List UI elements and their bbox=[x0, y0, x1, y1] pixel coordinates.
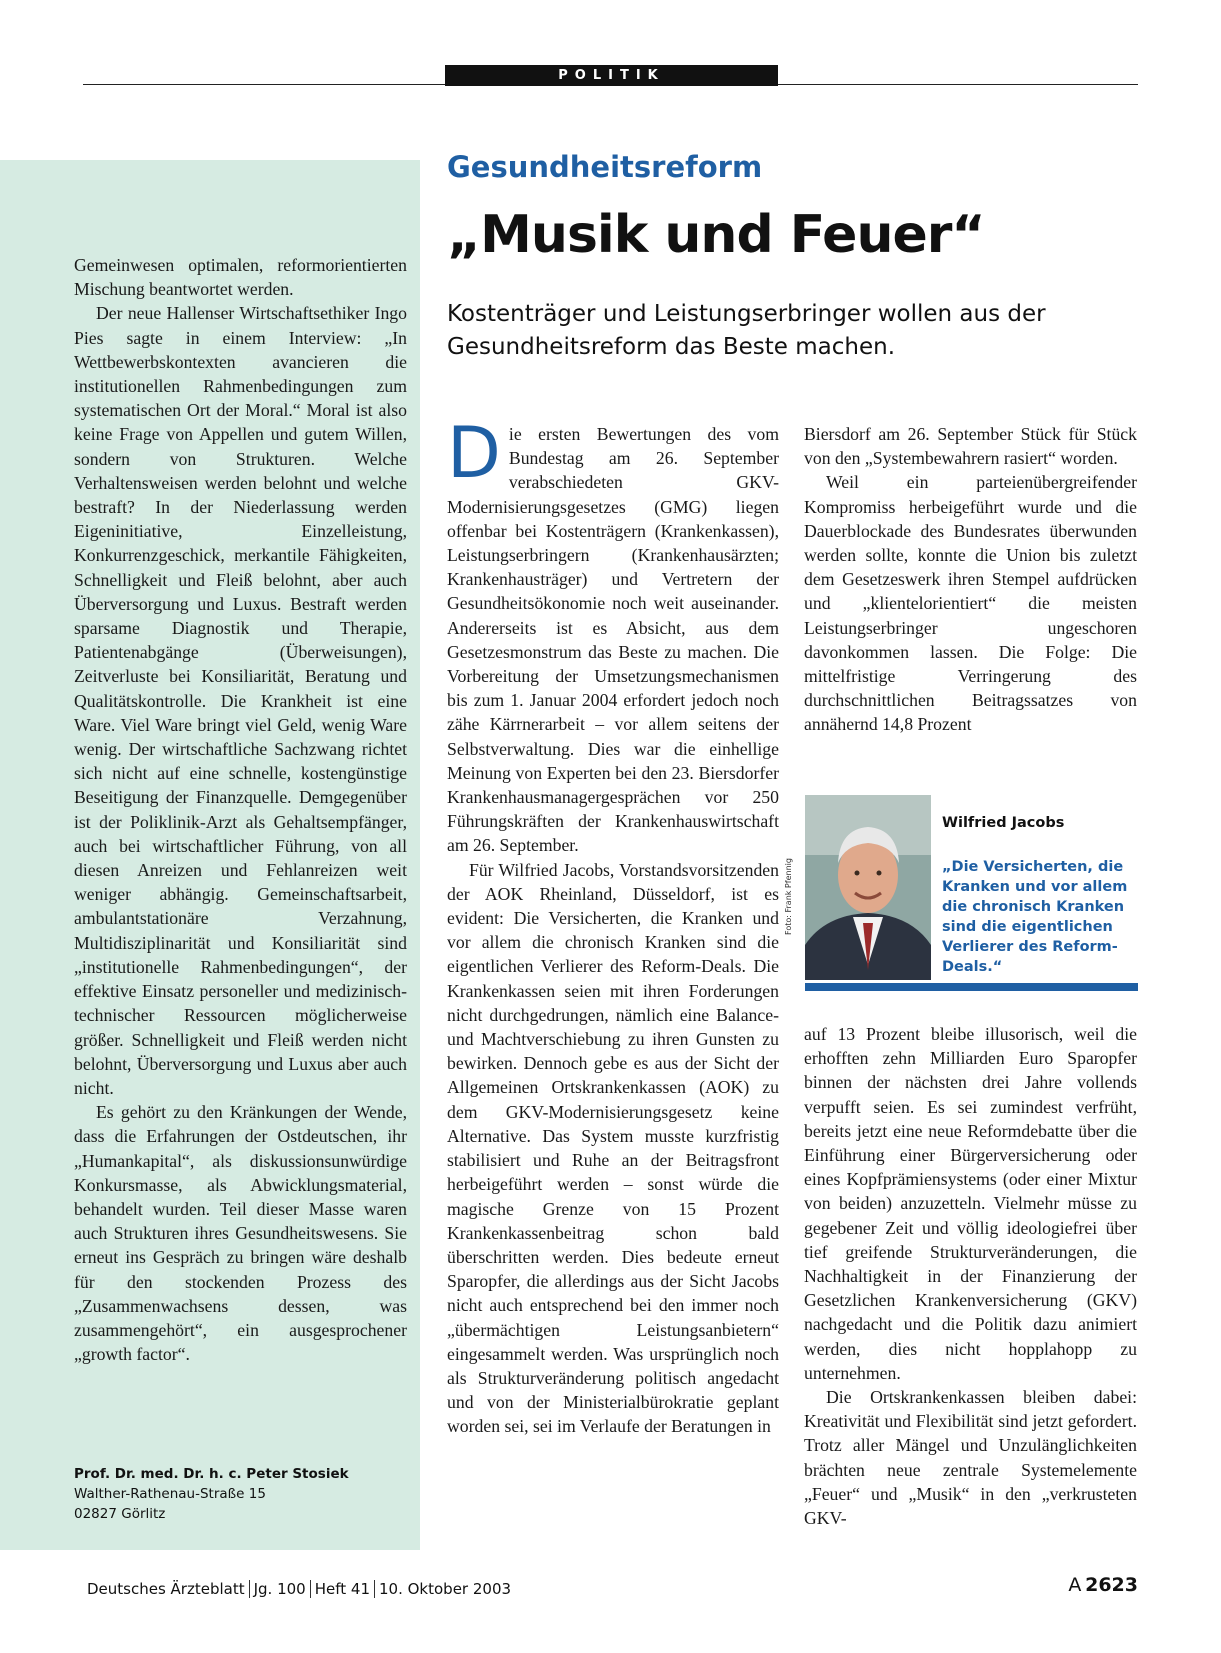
article-column-2-top bbox=[804, 422, 1137, 737]
article-paragraph: Für Wilfried Jacobs, Vorstandsvorsitzenden der AOK Rheinland, Düsseldorf, ist es evident: Die Versicherten, die Kranken und vor allem die chronisch Kranken sind die eigentlichen Verlierer des Reform-Deals. Die Krankenkassen seien mit ihren Forderungen nicht durchgedrungen, nämlich eine Balance- und Machtverschiebung zu ihren Gunsten zu bewirken. Dennoch gebe es aus der Sicht der Allgemeinen Ortskrankenkassen (AOK) zu dem GKV-Modernisierungsgesetz keine Alternative. Das System musste kurzfristig stabilisiert und Ruhe an der Beitragsfront herbeigeführt werden – sonst würde die magische Grenze von 15 Prozent Krankenkassenbeitrag schon bald überschritten werden. Dies bedeute erneut Sparopfer, die allerdings aus der Sicht Jacobs nicht auch entsprechend bei den immer noch „übermächtigen Leistungsanbietern“ eingesammelt werden. Was ursprünglich noch als Strukturveränderung politisch angedacht und von der Ministerialbürokratie geplant worden sei, sei im Verlaufe der Beratungen in bbox=[447, 859, 779, 1437]
letter-paragraph: Es gehört zu den Kränkungen der Wende, dass die Erfahrungen der Ostdeutschen, ihr „Humankapital“, als diskussionsunwürdige Konkursmasse, als Abwicklungsmaterial, behandelt wurden. Teil dieser Masse waren auch Strukturen ihres Gesundheitswesens. Sie erneut ins Gespräch zu bringen wäre deshalb für den stockenden Prozess des „Zusammenwachsens dessen, was zusammengehört“, ein ausgesprochener „growth factor“. bbox=[74, 1102, 407, 1365]
letter-paragraph: Der neue Hallenser Wirtschaftsethiker Ingo Pies sagte in einem Interview: „In Wettbewerbskontexten avancieren die institutionellen Rahmenbedingungen zum systematischen Ort der Moral.“ Moral ist also keine Frage von Appellen und gutem Willen, sondern von Strukturen. Welche Verhaltensweisen werden belohnt und welche bestraft? In der Niederlassung werden Eigeninitiative, Einzelleistung, Konkurrenzgeschick, merkantile Fähigkeiten, Schnelligkeit und Fleiß belohnt, aber auch Überversorgung und Luxus. Bestraft werden sparsame Diagnostik und Therapie, Patientenabgänge (Überweisungen), Zeitverluste bei Konsiliarität, Beratung und Qualitätskontrolle. Die Krankheit ist eine Ware. Viel Ware bringt viel Geld, wenig Ware wenig. Der wirtschaftliche Sachzwang richtet sich nicht auf eine schnelle, kostengünstige Beseitigung der Finanzquelle. Demgegenüber ist der Poliklinik-Arzt als Gehaltsempfänger, auch bei wirtschaftlicher Führung, von all diesen Anreizen und Fehlanreizen weit weniger abhängig. Gemeinschaftsarbeit, ambulantstationäre Verzahnung, Multidisziplinarität und Konsiliarität sind „institutionelle Rahmenbedingungen“, der effektive Einsatz personeller und medizinisch-technischer Ressourcen möglicherweise größer. Schnelligkeit und Fleiß werden nicht belohnt, Überversorgung und Luxus aber auch nicht. bbox=[74, 303, 407, 1098]
letter-signature bbox=[74, 1464, 349, 1524]
footer-separator bbox=[374, 1580, 375, 1598]
section-label: POLITIK bbox=[445, 65, 778, 86]
page-number bbox=[1068, 1574, 1138, 1596]
footer-separator bbox=[249, 1580, 250, 1598]
drop-cap: D bbox=[447, 412, 501, 494]
article-paragraph: Weil ein parteienübergreifender Kompromiss herbeigeführt wurde und die Dauerblockade des Bundesrates überwunden werden sollte, konnte die Union bis zuletzt dem Gesetzeswerk ihren Stempel aufdrücken und „klientelorientiert“ die meisten Leistungserbringer ungeschoren davonkommen lassen. Die Folge: Die mittelfristige Verringerung des durchschnittlichen Beitragssatzes von annähernd 14,8 Prozent bbox=[804, 472, 1137, 735]
journal-name: Deutsches Ärzteblatt bbox=[87, 1580, 245, 1598]
article-paragraph: Biersdorf am 26. September Stück für Stück von den „Systembewahrern rasiert“ worden. bbox=[804, 424, 1137, 469]
page-number-value: 2623 bbox=[1085, 1574, 1138, 1596]
portrait-photo bbox=[805, 795, 931, 980]
signature-street: Walther-Rathenau-Straße 15 bbox=[74, 1486, 266, 1502]
signature-city: 02827 Görlitz bbox=[74, 1506, 166, 1522]
article-paragraph-text: ie ersten Bewertungen des vom Bundestag am 26. September verabschiedeten GKV-Modernisierungsgesetzes (GMG) liegen offenbar bei Kostenträgern (Krankenkassen), Leistungserbringern (Krankenhausärzten; Krankenhausträger) und Vertretern der Gesundheitsökonomie noch weit auseinander. Andererseits ist es Absicht, aus dem Gesetzesmonstrum das Beste zu machen. Die Vorbereitung der Umsetzungsmechanismen bis zum 1. Januar 2004 erfordert jedoch noch zähe Kärrnerarbeit – vor allem seitens der Selbstverwaltung. Dies war die einhellige Meinung von Experten bei den 23. Biersdorfer Krankenhausmanagergesprächen vor 250 Führungskräften der Krankenhauswirtschaft am 26. September. bbox=[447, 424, 779, 856]
page-prefix: A bbox=[1068, 1574, 1082, 1596]
portrait-image bbox=[805, 795, 931, 980]
photo-credit: Foto: Frank Pfennig bbox=[784, 858, 793, 935]
letter-paragraph: Gemeinwesen optimalen, reformorientierten Mischung beantwortet werden. bbox=[74, 255, 407, 300]
article-paragraph: Die Ortskrankenkassen bleiben dabei: Kreativität und Flexibilität sind jetzt gefordert. Trotz aller Mängel und Unzulänglichkeiten brächten neue zentrale Systemelemente „Feuer“ und „Musik“ in den „verkrusteten GKV- bbox=[804, 1387, 1137, 1529]
article-paragraph bbox=[447, 412, 779, 858]
journal-volume: Jg. 100 bbox=[253, 1580, 306, 1598]
article-paragraph: auf 13 Prozent bleibe illusorisch, weil die erhofften zehn Milliarden Euro Sparopfer binnen der nächsten drei Jahre vollends verpufft seien. Es sei zumindest verfrüht, bereits jetzt eine neue Reformdebatte über die Einführung einer Bürgerversicherung oder eines Kopfprämiensystems (oder einer Mixtur von beiden) anzuzetteln. Vielmehr müsse zu gegebener Zeit und völlig ideologiefrei über tief greifende Strukturveränderungen, die Nachhaltigkeit in der Finanzierung der Gesetzlichen Krankenversicherung (GKV) nachgedacht und die Politik dazu animiert werden, dies nicht hopplahopp zu unternehmen. bbox=[804, 1024, 1137, 1383]
article-column-1 bbox=[447, 412, 779, 1439]
journal-issue: Heft 41 bbox=[314, 1580, 370, 1598]
photo-caption-bar bbox=[805, 983, 1138, 991]
footer bbox=[87, 1580, 511, 1598]
article-column-2-bottom bbox=[804, 1022, 1137, 1530]
article-kicker: Gesundheitsreform bbox=[447, 150, 763, 184]
letter-column bbox=[74, 253, 407, 1366]
article-subhead: Kostenträger und Leistungserbringer wollen aus der Gesundheitsreform das Beste machen. bbox=[447, 301, 1046, 360]
signature-name: Prof. Dr. med. Dr. h. c. Peter Stosiek bbox=[74, 1466, 349, 1482]
journal-date: 10. Oktober 2003 bbox=[379, 1580, 512, 1598]
article-headline: „Musik und Feuer“ bbox=[447, 205, 985, 265]
pull-quote-name: Wilfried Jacobs bbox=[942, 815, 1065, 831]
pull-quote: „Die Versicherten, die Kranken und vor allem die chronisch Kranken sind die eigentlichen Verlierer des Reform-Deals.“ bbox=[942, 859, 1128, 975]
footer-separator bbox=[310, 1580, 311, 1598]
